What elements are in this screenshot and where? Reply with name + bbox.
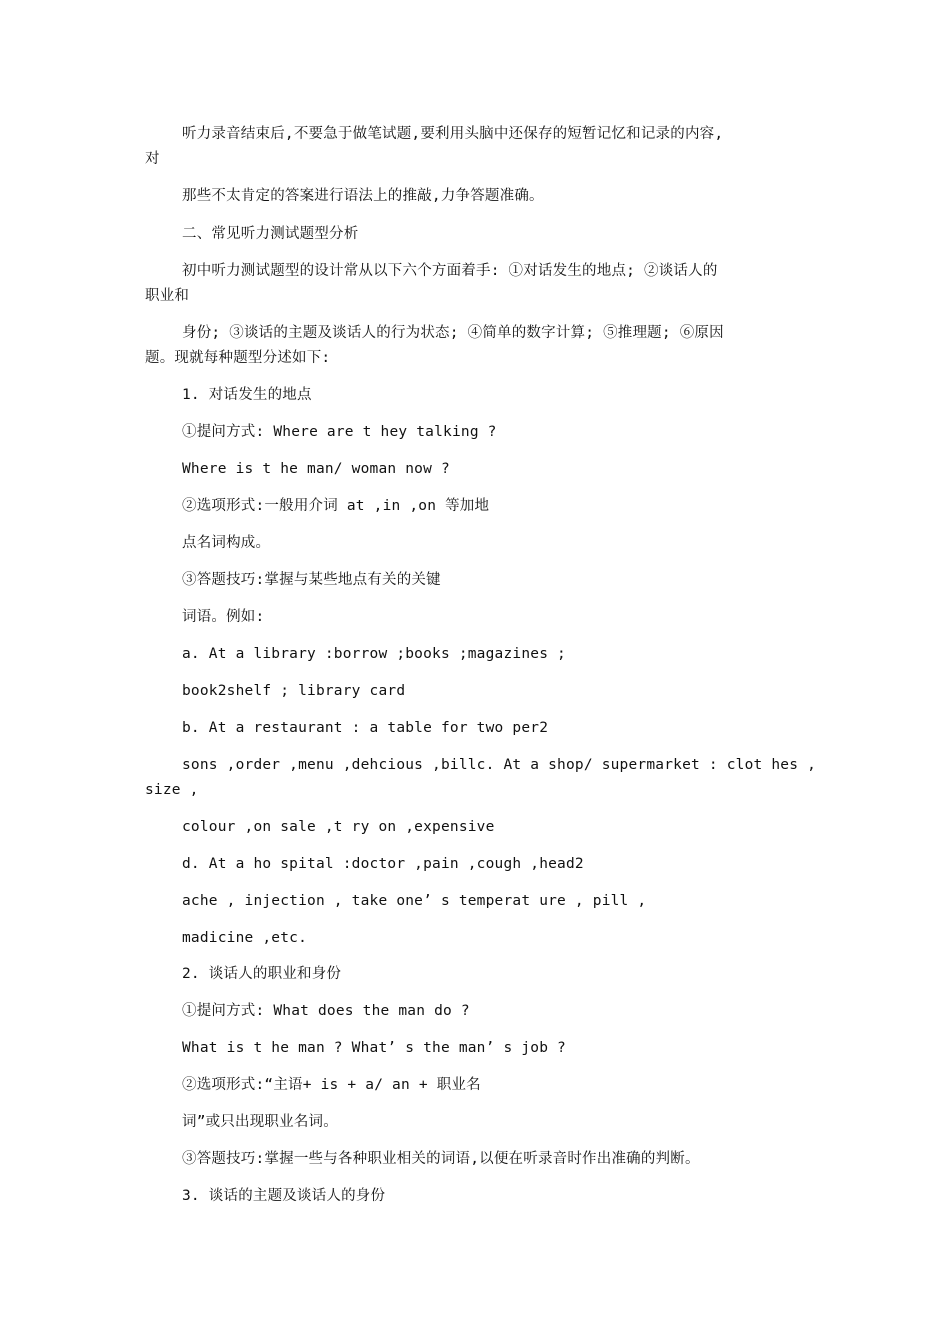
text-line: What is t he man ? What’ s the man’ s job ? (182, 1040, 566, 1056)
text-line: 初中听力测试题型的设计常从以下六个方面着手: ①对话发生的地点; ②谈话人的 (182, 263, 718, 279)
text-line: ②选项形式:一般用介词 at ,in ,on 等加地 (182, 498, 490, 514)
text-line: 那些不太肯定的答案进行语法上的推敲,力争答题准确。 (182, 188, 544, 204)
text-line: 词”或只出现职业名词。 (182, 1114, 338, 1130)
subsection-heading: 2. 谈话人的职业和身份 (182, 966, 342, 982)
text-line: madicine ,etc. (182, 930, 308, 946)
text-line: 词语。例如: (182, 609, 265, 625)
text-line: colour ,on sale ,t ry on ,expensive (182, 819, 495, 835)
text-line: d. At a ho spital :doctor ,pain ,cough ,head2 (182, 856, 584, 872)
text-line: sons ,order ,menu ,dehcious ,billc. At a shop/ supermarket : clot hes , (182, 757, 817, 773)
text-line: ③答题技巧:掌握与某些地点有关的关键 (182, 572, 441, 588)
text-line: book2shelf ; library card (182, 683, 406, 699)
text-line: 身份; ③谈话的主题及谈话人的行为状态; ④简单的数字计算; ⑤推理题; ⑥原因 (182, 325, 724, 341)
text-line: 点名词构成。 (182, 535, 271, 551)
text-line: ②选项形式:“主语+ is + a/ an + 职业名 (182, 1077, 481, 1093)
text-line: ③答题技巧:掌握一些与各种职业相关的词语,以便在听录音时作出准确的判断。 (182, 1151, 700, 1167)
text-line: b. At a restaurant : a table for two per2 (182, 720, 549, 736)
text-line: 听力录音结束后,不要急于做笔试题,要利用头脑中还保存的短暂记忆和记录的内容, (182, 126, 724, 142)
text-line: ache , injection , take one’ s temperat ure , pill , (182, 893, 647, 909)
text-line: 职业和 (145, 288, 190, 304)
subsection-heading: 1. 对话发生的地点 (182, 387, 312, 403)
text-line: a. At a library :borrow ;books ;magazines ; (182, 646, 566, 662)
text-line: 题。现就每种题型分述如下: (145, 350, 331, 366)
text-line: size , (145, 782, 199, 798)
section-heading: 二、常见听力测试题型分析 (182, 226, 359, 242)
text-line: ①提问方式: Where are t hey talking ? (182, 424, 497, 440)
subsection-heading: 3. 谈话的主题及谈话人的身份 (182, 1188, 386, 1204)
text-line: 对 (145, 151, 160, 167)
text-line: Where is t he man/ woman now ? (182, 461, 450, 477)
text-line: ①提问方式: What does the man do ? (182, 1003, 470, 1019)
